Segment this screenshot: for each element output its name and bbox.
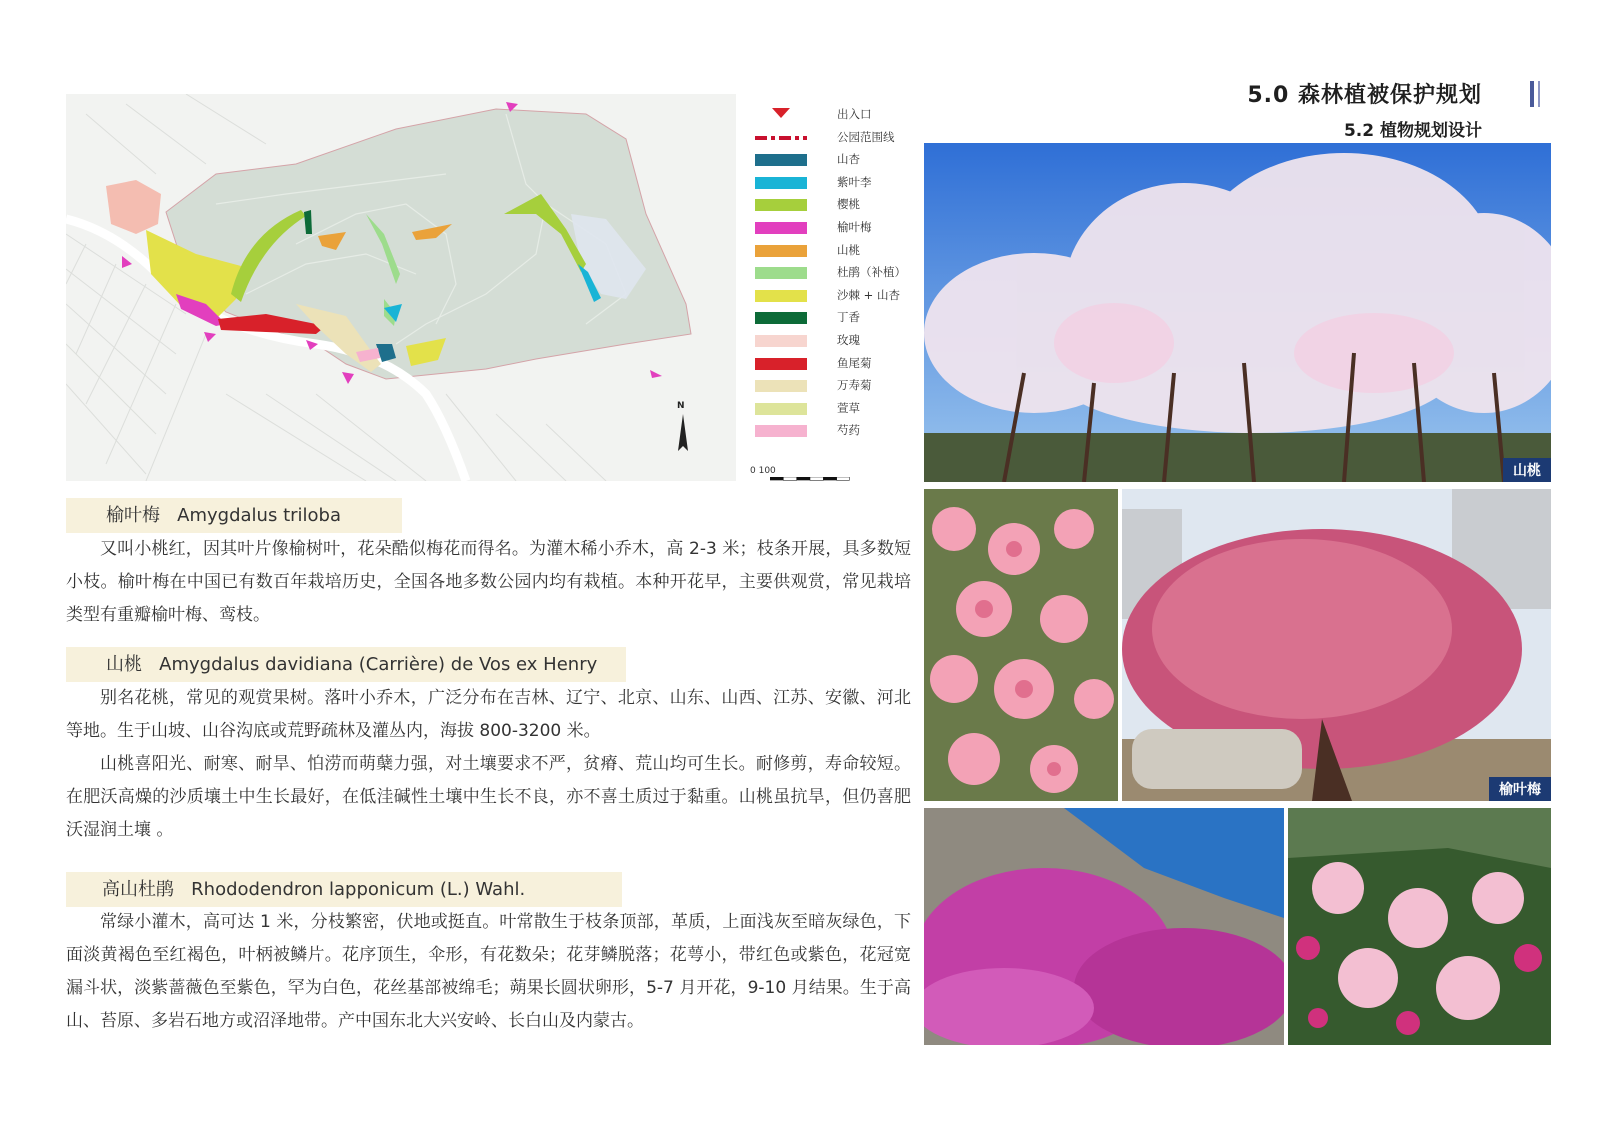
scale-graphic [750,477,870,481]
photo-tag-yuyemei: 榆叶梅 [1489,777,1551,801]
photo-yuyemei-closeup [924,489,1118,801]
species-name-cn: 山桃 [106,654,142,675]
map-drawing [66,94,736,481]
legend-item [745,262,915,282]
yuyemei-tree-image [1122,489,1551,801]
species-name-latin: Amygdalus triloba [177,505,341,526]
zone-rose [106,180,161,234]
legend-item [745,104,915,124]
legend-item [745,172,915,192]
species-name-cn: 榆叶梅 [106,505,160,526]
legend-swatch [755,335,807,347]
section-heading-azalea [66,872,622,907]
yuyemei-closeup-image [924,489,1118,801]
page-title: 5.0 森林植被保护规划 [1247,83,1482,108]
legend-label: 公园范围线 [837,129,895,144]
azalea-flowers-image [1288,808,1551,1045]
legend-label: 万寿菊 [837,378,872,393]
section-text-yuyemei: 又叫小桃红，因其叶片像榆树叶，花朵酷似梅花而得名。为灌木稀小乔木，高 2-3 米；枝条开展，具多数短小枝。榆叶梅在中国已有数百年栽培历史，全国各地多数公园内均有栽植。本种开花早，主要供观赏，常见栽培类型有重瓣榆叶梅、鸾枝。 [66,539,911,625]
boundary-dash-swatch [755,136,807,140]
legend-label: 榆叶梅 [837,220,872,234]
legend-label: 山桃 [837,242,860,257]
legend-swatch [755,154,807,166]
legend-item [745,330,915,350]
legend-label: 丁香 [837,310,860,325]
legend-swatch [755,312,807,324]
legend-item [745,353,915,373]
north-label: N [677,401,685,411]
map-scale-bar [750,466,870,484]
legend-label: 鱼尾菊 [837,355,872,370]
legend-swatch [755,358,807,370]
shantao-image [924,143,1551,482]
section-text-shantao-2: 山桃喜阳光、耐寒、耐旱、怕涝而萌蘖力强，对土壤要求不严，贫瘠、荒山均可生长。耐修剪，寿命较短。在肥沃高燥的沙质壤土中生长最好，在低洼碱性土壤中生长不良，亦不喜土质过于黏重。山桃虽抗旱，但仍喜肥沃湿润土壤 。 [66,754,911,840]
legend-label: 紫叶李 [837,174,872,189]
section-text-shantao-1: 别名花桃，常见的观赏果树。落叶小乔木，广泛分布在吉林、辽宁、北京、山东、山西、江苏、安徽、河北等地。生于山坡、山谷沟底或荒野疏林及灌丛内，海拔 800-3200 米。 [66,688,911,741]
legend-swatch [755,199,807,211]
legend-item [745,149,915,169]
photo-tag-shantao: 山桃 [1503,458,1551,482]
page-subtitle: 5.2 植物规划设计 [1343,121,1482,141]
legend-label: 山杏 [837,152,860,167]
legend-item [745,398,915,418]
north-arrow-icon [678,414,688,451]
legend-item [745,375,915,395]
section-heading-shantao [66,647,626,682]
planting-plan-map [66,94,736,481]
legend-label: 萱草 [837,400,860,415]
photo-yuyemei-tree [1122,489,1551,801]
legend-label: 沙棘 + 山杏 [837,287,900,302]
legend-swatch [755,177,807,189]
title-accent-bar-light [1538,81,1540,107]
legend-swatch [755,290,807,302]
azalea-rocks-image [924,808,1284,1045]
section-heading-yuyemei [66,498,402,533]
legend-swatch [755,425,807,437]
legend-item [745,285,915,305]
legend-swatch [755,245,807,257]
legend-swatch [755,403,807,415]
entrance-triangle-icon [772,108,790,118]
legend-item [745,307,915,327]
legend-label: 出入口 [837,107,872,121]
legend-label: 杜鹃（补植） [837,265,906,280]
scale-label: 0 100 [750,466,776,476]
legend-swatch [755,267,807,279]
photo-shantao [924,143,1551,482]
legend-item [745,420,915,440]
legend-label: 芍药 [837,423,860,438]
legend-label: 玫瑰 [837,333,860,347]
photo-azalea-rocks [924,808,1284,1045]
species-name-latin: Rhododendron lapponicum (L.) Wahl. [191,879,526,900]
legend-swatch [755,222,807,234]
title-accent-bar [1530,81,1534,107]
legend-item [745,240,915,260]
species-name-latin: Amygdalus davidiana (Carrière) de Vos ex Henry [159,654,598,675]
legend-item [745,194,915,214]
photo-azalea-flowers [1288,808,1551,1045]
legend-item [745,127,915,147]
species-name-cn: 高山杜鹃 [102,879,174,900]
legend-swatch [755,380,807,392]
section-text-azalea: 常绿小灌木，高可达 1 米，分枝繁密，伏地或挺直。叶常散生于枝条顶部，革质，上面浅灰至暗灰绿色，下面淡黄褐色至红褐色，叶柄被鳞片。花序顶生，伞形，有花数朵；花芽鳞脱落；花萼小，带红色或紫色，花冠宽漏斗状，淡紫蔷薇色至紫色，罕为白色，花丝基部被绵毛；蒴果长圆状卵形，5-7 月开花，9-10 月结果。生于高山、苔原、多岩石地方或沼泽地带。产中国东北大兴安岭、长白山及内蒙古。 [66,912,911,1031]
legend-label: 樱桃 [837,197,860,212]
legend-item [745,217,915,237]
